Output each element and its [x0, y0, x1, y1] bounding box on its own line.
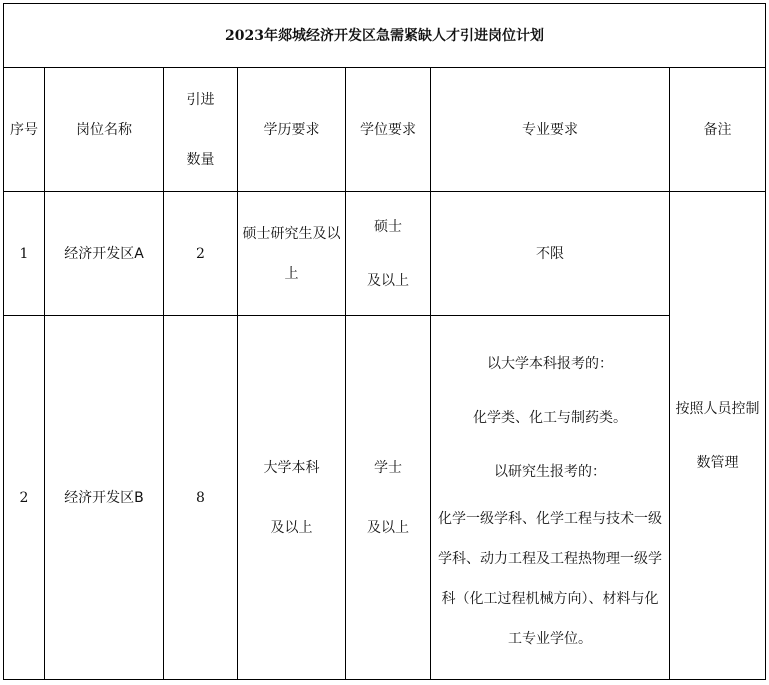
row2-degree-line1: 学士	[374, 459, 402, 476]
row1-degree-line2: 及以上	[367, 272, 409, 289]
row2-major-line: 化学类、化工与制药类。	[473, 409, 627, 426]
header-count-line1: 引进	[186, 91, 215, 108]
header-position: 岗位名称	[45, 68, 164, 192]
table-row	[4, 192, 766, 316]
row2-major-line: 学科、动力工程及工程热物理一级学	[438, 550, 662, 567]
header-count-line2: 数量	[186, 151, 215, 168]
header-degree: 学位要求	[346, 68, 431, 192]
header-major: 专业要求	[431, 68, 670, 192]
row1-education-line1: 硕士研究生及以	[242, 225, 341, 242]
row2-degree	[346, 316, 431, 680]
remark-line1: 按照人员控制	[675, 400, 760, 417]
header-seq: 序号	[4, 68, 45, 192]
table-title: 2023年郯城经济开发区急需紧缺人才引进岗位计划	[4, 4, 766, 68]
row1-degree	[346, 192, 431, 316]
row2-major-line: 以大学本科报考的：	[487, 355, 613, 372]
row2-major-line: 工专业学位。	[508, 630, 592, 647]
row1-seq: 1	[4, 192, 45, 316]
remark-line2: 数管理	[696, 454, 739, 471]
row1-education-line2: 上	[284, 265, 299, 282]
row2-major-line: 以研究生报考的：	[494, 463, 606, 480]
header-education: 学历要求	[238, 68, 346, 192]
row1-degree-line1: 硕士	[374, 218, 402, 235]
header-remark: 备注	[670, 68, 766, 192]
row2-education-line2: 及以上	[270, 519, 313, 536]
row2-degree-line2: 及以上	[367, 519, 409, 536]
row2-major-line: 化学一级学科、化学工程与技术一级	[438, 510, 662, 527]
header-count	[164, 68, 238, 192]
row2-education	[238, 316, 346, 680]
row2-major	[431, 316, 670, 680]
table-row	[4, 316, 766, 680]
row2-count: 8	[164, 316, 238, 680]
row2-education-line1: 大学本科	[263, 459, 320, 476]
row2-position: 经济开发区B	[45, 316, 164, 680]
remark-cell	[670, 192, 766, 680]
header-row	[4, 68, 766, 192]
title-row	[4, 4, 766, 68]
talent-plan-table	[3, 3, 766, 680]
row1-count: 2	[164, 192, 238, 316]
row1-position: 经济开发区A	[45, 192, 164, 316]
row2-major-line: 科（化工过程机械方向）、材料与化	[441, 590, 659, 607]
row2-seq: 2	[4, 316, 45, 680]
row1-major: 不限	[431, 192, 670, 316]
row1-education	[238, 192, 346, 316]
